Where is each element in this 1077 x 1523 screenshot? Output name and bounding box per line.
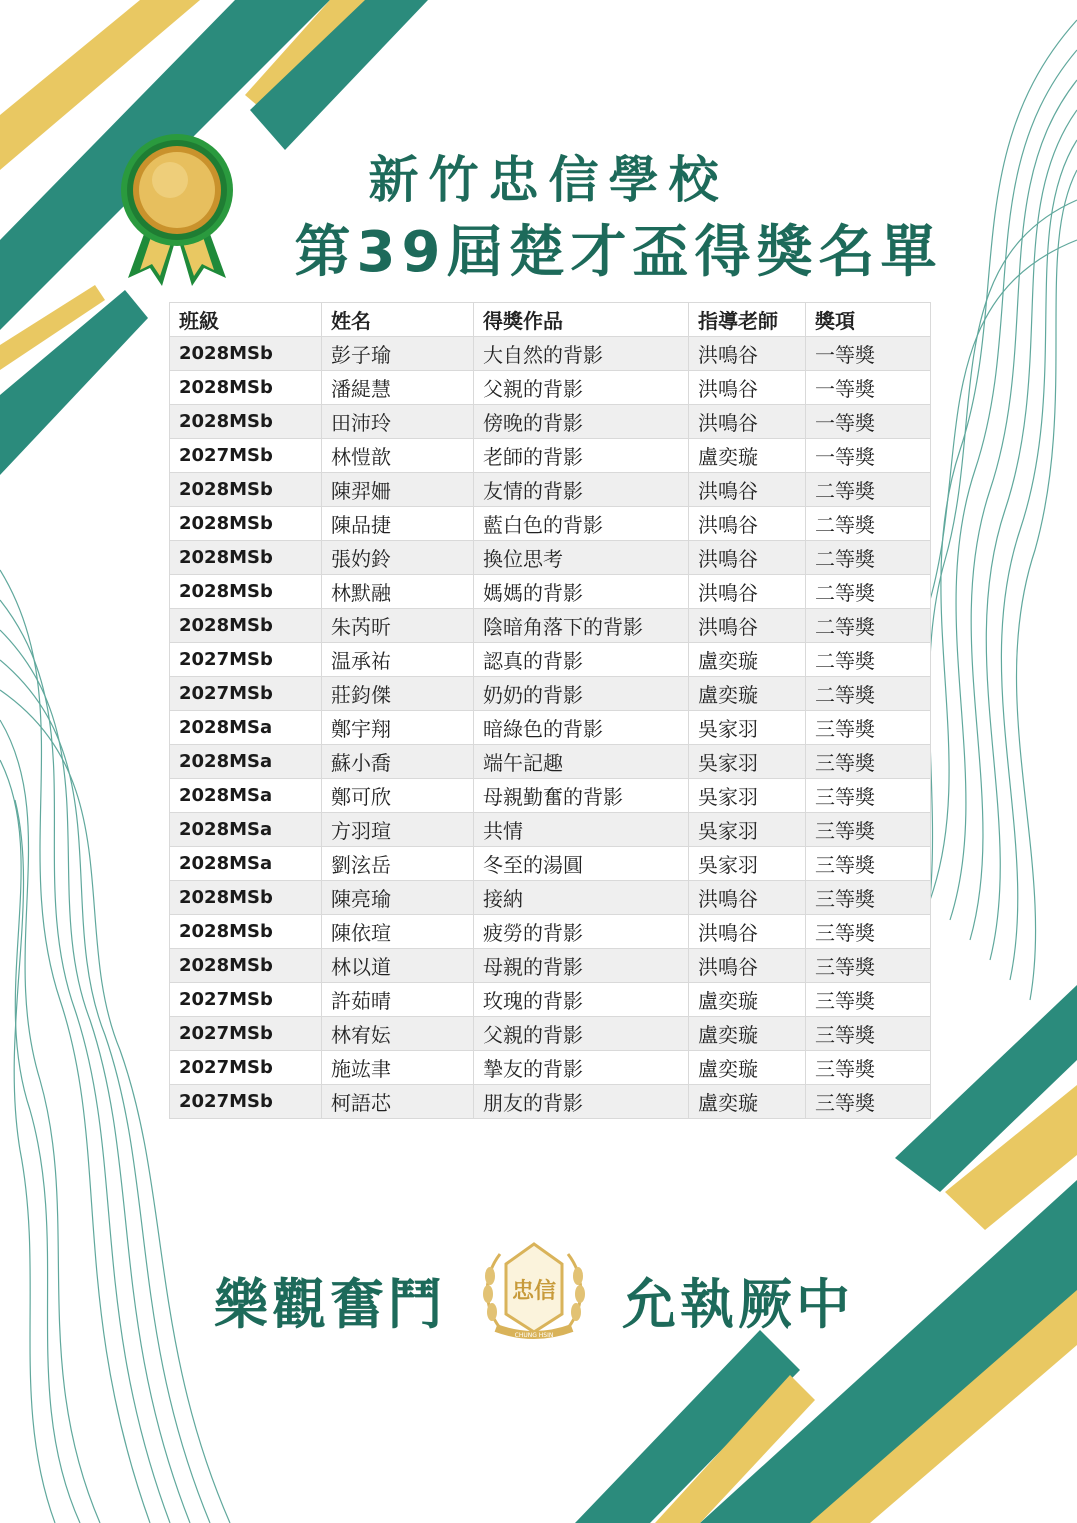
cell-award: 二等獎 bbox=[806, 541, 931, 575]
table-row bbox=[170, 609, 931, 643]
cell-teacher: 吳家羽 bbox=[689, 779, 806, 813]
cell-teacher: 吳家羽 bbox=[689, 711, 806, 745]
cell-class: 2028MSb bbox=[170, 949, 322, 983]
cell-award: 三等獎 bbox=[806, 881, 931, 915]
cell-work: 母親的背影 bbox=[474, 949, 689, 983]
cell-work: 藍白色的背影 bbox=[474, 507, 689, 541]
header-award: 獎項 bbox=[806, 303, 931, 337]
cell-work: 母親勤奮的背影 bbox=[474, 779, 689, 813]
cell-award: 三等獎 bbox=[806, 915, 931, 949]
table-row bbox=[170, 881, 931, 915]
cell-class: 2028MSb bbox=[170, 881, 322, 915]
cell-class: 2027MSb bbox=[170, 677, 322, 711]
cell-work: 共情 bbox=[474, 813, 689, 847]
cell-work: 冬至的湯圓 bbox=[474, 847, 689, 881]
cell-work: 玫瑰的背影 bbox=[474, 983, 689, 1017]
cell-work: 父親的背影 bbox=[474, 1017, 689, 1051]
cell-name: 劉泫岳 bbox=[322, 847, 474, 881]
cell-class: 2027MSb bbox=[170, 983, 322, 1017]
cell-name: 莊鈞傑 bbox=[322, 677, 474, 711]
cell-teacher: 盧奕璇 bbox=[689, 983, 806, 1017]
cell-class: 2028MSa bbox=[170, 813, 322, 847]
cell-award: 三等獎 bbox=[806, 745, 931, 779]
table-row bbox=[170, 541, 931, 575]
cell-name: 林默融 bbox=[322, 575, 474, 609]
school-emblem-icon bbox=[478, 1236, 590, 1348]
table-row bbox=[170, 1051, 931, 1085]
table-row bbox=[170, 473, 931, 507]
cell-class: 2028MSa bbox=[170, 745, 322, 779]
cell-award: 二等獎 bbox=[806, 507, 931, 541]
cell-name: 田沛玲 bbox=[322, 405, 474, 439]
table-header-row bbox=[170, 303, 931, 337]
table-row bbox=[170, 643, 931, 677]
cell-class: 2028MSa bbox=[170, 779, 322, 813]
cell-name: 鄭可欣 bbox=[322, 779, 474, 813]
cell-award: 三等獎 bbox=[806, 847, 931, 881]
table-row bbox=[170, 405, 931, 439]
cell-award: 二等獎 bbox=[806, 575, 931, 609]
cell-name: 朱芮昕 bbox=[322, 609, 474, 643]
cell-award: 三等獎 bbox=[806, 1017, 931, 1051]
cell-name: 彭子瑜 bbox=[322, 337, 474, 371]
cell-name: 陳依瑄 bbox=[322, 915, 474, 949]
cell-name: 蘇小喬 bbox=[322, 745, 474, 779]
cell-teacher: 盧奕璇 bbox=[689, 1017, 806, 1051]
cell-class: 2028MSb bbox=[170, 609, 322, 643]
cell-class: 2028MSa bbox=[170, 711, 322, 745]
cell-award: 二等獎 bbox=[806, 677, 931, 711]
cell-class: 2028MSb bbox=[170, 371, 322, 405]
cell-award: 三等獎 bbox=[806, 711, 931, 745]
cell-class: 2027MSb bbox=[170, 1051, 322, 1085]
cell-award: 三等獎 bbox=[806, 779, 931, 813]
cell-work: 換位思考 bbox=[474, 541, 689, 575]
cell-award: 三等獎 bbox=[806, 1085, 931, 1119]
cell-work: 朋友的背影 bbox=[474, 1085, 689, 1119]
table-row bbox=[170, 439, 931, 473]
cell-name: 陳亮瑜 bbox=[322, 881, 474, 915]
cell-teacher: 盧奕璇 bbox=[689, 1085, 806, 1119]
table-row bbox=[170, 779, 931, 813]
cell-name: 張妁鈴 bbox=[322, 541, 474, 575]
cell-award: 一等獎 bbox=[806, 405, 931, 439]
header-work: 得獎作品 bbox=[474, 303, 689, 337]
cell-award: 三等獎 bbox=[806, 813, 931, 847]
cell-teacher: 洪鳴谷 bbox=[689, 881, 806, 915]
header-name: 姓名 bbox=[322, 303, 474, 337]
cell-work: 端午記趣 bbox=[474, 745, 689, 779]
cell-name: 柯語芯 bbox=[322, 1085, 474, 1119]
cell-teacher: 吳家羽 bbox=[689, 745, 806, 779]
cell-teacher: 盧奕璇 bbox=[689, 439, 806, 473]
cell-teacher: 洪鳴谷 bbox=[689, 405, 806, 439]
cell-award: 三等獎 bbox=[806, 1051, 931, 1085]
cell-award: 三等獎 bbox=[806, 949, 931, 983]
table-row bbox=[170, 507, 931, 541]
cell-teacher: 洪鳴谷 bbox=[689, 541, 806, 575]
cell-work: 暗綠色的背影 bbox=[474, 711, 689, 745]
cell-name: 林愷歆 bbox=[322, 439, 474, 473]
cell-name: 鄭宇翔 bbox=[322, 711, 474, 745]
cell-teacher: 洪鳴谷 bbox=[689, 473, 806, 507]
cell-name: 林宥妘 bbox=[322, 1017, 474, 1051]
cell-award: 二等獎 bbox=[806, 609, 931, 643]
cell-work: 媽媽的背影 bbox=[474, 575, 689, 609]
cell-teacher: 洪鳴谷 bbox=[689, 371, 806, 405]
cell-teacher: 盧奕璇 bbox=[689, 1051, 806, 1085]
cell-teacher: 盧奕璇 bbox=[689, 643, 806, 677]
cell-teacher: 洪鳴谷 bbox=[689, 915, 806, 949]
table-row bbox=[170, 711, 931, 745]
cell-work: 大自然的背影 bbox=[474, 337, 689, 371]
table-row bbox=[170, 847, 931, 881]
emblem-center-text: 忠信 bbox=[511, 1278, 557, 1304]
cell-name: 潘緹慧 bbox=[322, 371, 474, 405]
cell-class: 2028MSa bbox=[170, 847, 322, 881]
cell-work: 友情的背影 bbox=[474, 473, 689, 507]
cell-class: 2027MSb bbox=[170, 1017, 322, 1051]
cell-teacher: 吳家羽 bbox=[689, 847, 806, 881]
award-list-title: 第39屆楚才盃得獎名單 bbox=[294, 220, 943, 285]
cell-work: 老師的背影 bbox=[474, 439, 689, 473]
cell-work: 摯友的背影 bbox=[474, 1051, 689, 1085]
cell-name: 林以道 bbox=[322, 949, 474, 983]
table-row bbox=[170, 1085, 931, 1119]
cell-work: 陰暗角落下的背影 bbox=[474, 609, 689, 643]
cell-name: 陳羿姍 bbox=[322, 473, 474, 507]
award-table bbox=[169, 302, 931, 1119]
cell-work: 疲勞的背影 bbox=[474, 915, 689, 949]
table-row bbox=[170, 1017, 931, 1051]
table-row bbox=[170, 983, 931, 1017]
cell-award: 二等獎 bbox=[806, 473, 931, 507]
cell-class: 2028MSb bbox=[170, 541, 322, 575]
motto-right: 允執厥中 bbox=[622, 1273, 854, 1336]
cell-teacher: 盧奕璇 bbox=[689, 677, 806, 711]
table-row bbox=[170, 575, 931, 609]
cell-award: 一等獎 bbox=[806, 439, 931, 473]
cell-teacher: 洪鳴谷 bbox=[689, 507, 806, 541]
cell-class: 2028MSb bbox=[170, 473, 322, 507]
cell-class: 2028MSb bbox=[170, 507, 322, 541]
cell-class: 2028MSb bbox=[170, 337, 322, 371]
table-row bbox=[170, 677, 931, 711]
cell-award: 一等獎 bbox=[806, 337, 931, 371]
header-teacher: 指導老師 bbox=[689, 303, 806, 337]
table-row bbox=[170, 371, 931, 405]
cell-work: 奶奶的背影 bbox=[474, 677, 689, 711]
cell-teacher: 吳家羽 bbox=[689, 813, 806, 847]
cell-class: 2027MSb bbox=[170, 643, 322, 677]
table-row bbox=[170, 915, 931, 949]
cell-award: 三等獎 bbox=[806, 983, 931, 1017]
cell-teacher: 洪鳴谷 bbox=[689, 337, 806, 371]
cell-teacher: 洪鳴谷 bbox=[689, 609, 806, 643]
table-row bbox=[170, 337, 931, 371]
cell-teacher: 洪鳴谷 bbox=[689, 949, 806, 983]
cell-work: 傍晚的背影 bbox=[474, 405, 689, 439]
cell-name: 許茹晴 bbox=[322, 983, 474, 1017]
school-name-title: 新竹忠信學校 bbox=[368, 151, 729, 209]
cell-award: 一等獎 bbox=[806, 371, 931, 405]
cell-class: 2027MSb bbox=[170, 1085, 322, 1119]
cell-name: 施竑聿 bbox=[322, 1051, 474, 1085]
cell-teacher: 洪鳴谷 bbox=[689, 575, 806, 609]
table-row bbox=[170, 949, 931, 983]
table-row bbox=[170, 813, 931, 847]
cell-work: 認真的背影 bbox=[474, 643, 689, 677]
motto-left: 樂觀奮鬥 bbox=[214, 1273, 446, 1336]
cell-work: 父親的背影 bbox=[474, 371, 689, 405]
table-row bbox=[170, 745, 931, 779]
emblem-ribbon-text: CHUNG HSIN bbox=[514, 1332, 554, 1339]
cell-work: 接納 bbox=[474, 881, 689, 915]
cell-class: 2027MSb bbox=[170, 439, 322, 473]
cell-name: 方羽瑄 bbox=[322, 813, 474, 847]
cell-name: 温承祐 bbox=[322, 643, 474, 677]
cell-class: 2028MSb bbox=[170, 575, 322, 609]
cell-class: 2028MSb bbox=[170, 915, 322, 949]
header-class: 班級 bbox=[170, 303, 322, 337]
cell-award: 二等獎 bbox=[806, 643, 931, 677]
cell-name: 陳品捷 bbox=[322, 507, 474, 541]
cell-class: 2028MSb bbox=[170, 405, 322, 439]
